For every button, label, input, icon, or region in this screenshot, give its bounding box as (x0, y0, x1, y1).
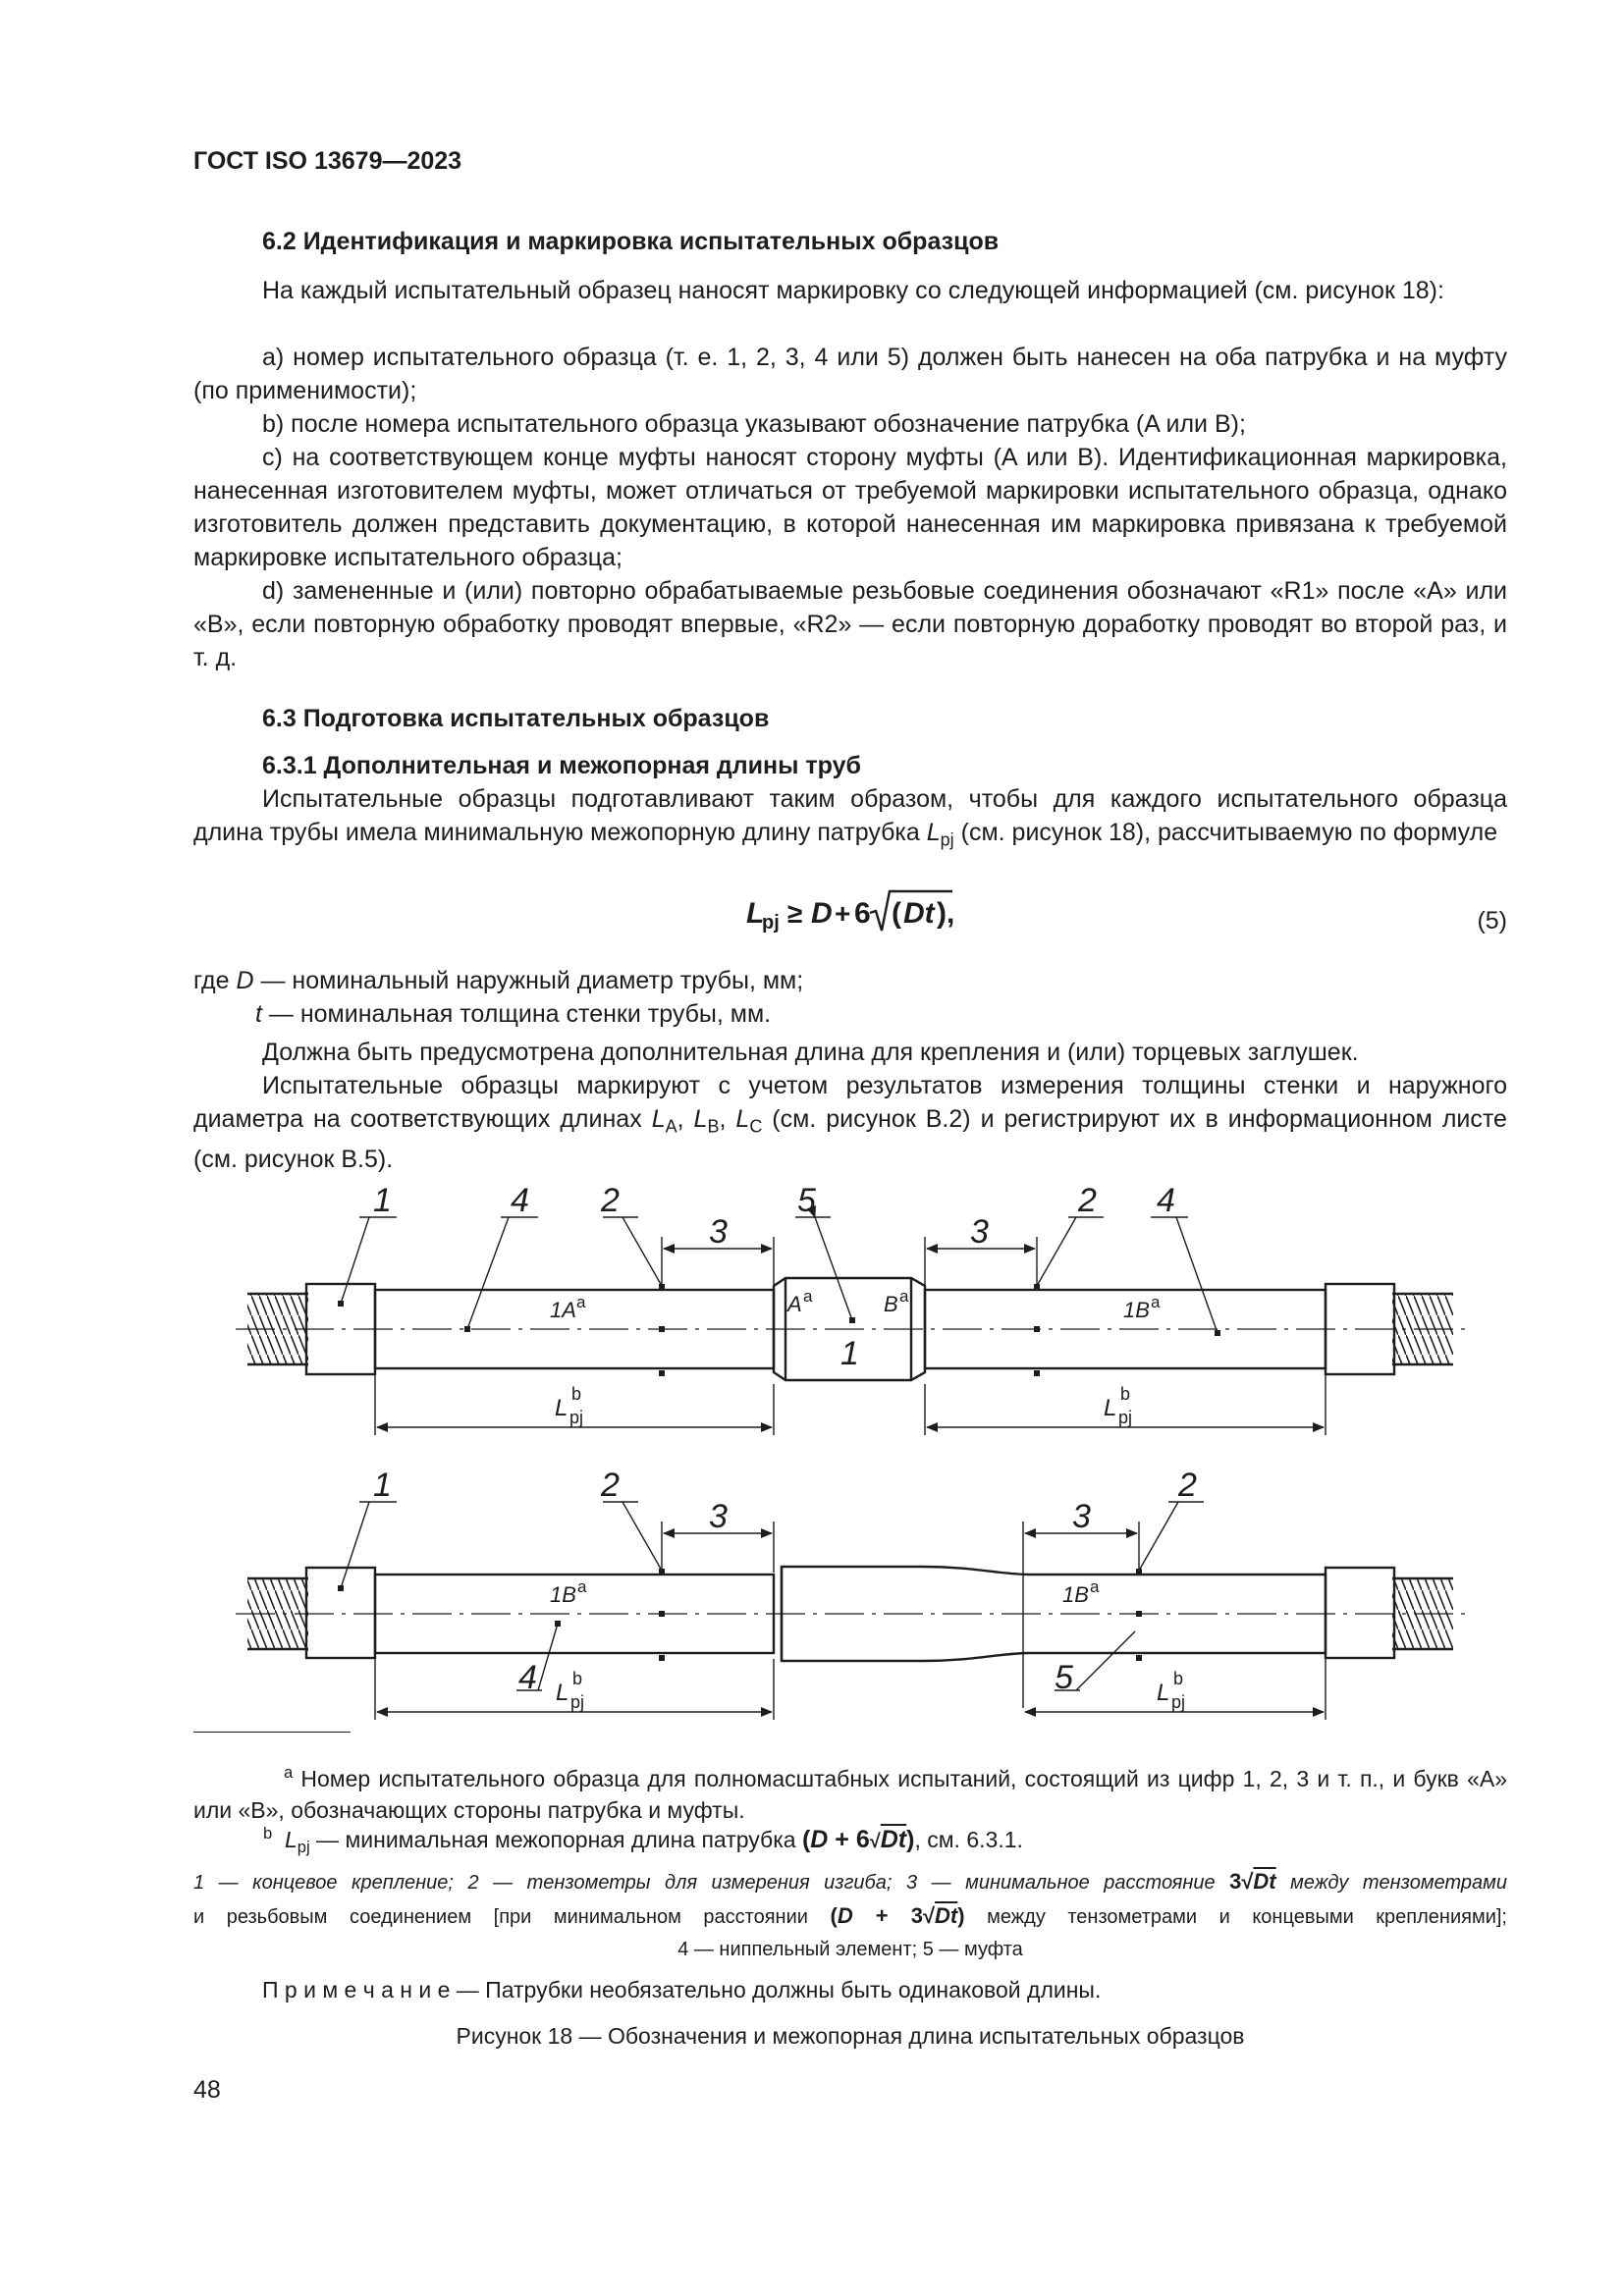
callout-2-top-right: 2 (1078, 1182, 1097, 1219)
lpj-bottom-right: L (1157, 1680, 1170, 1706)
section-6-3-title: 6.3 Подготовка испытательных образцов (262, 705, 770, 732)
svg-text:a: a (803, 1287, 813, 1306)
document-code: ГОСТ ISO 13679—2023 (193, 147, 462, 175)
legend-line-3: 4 — ниппельный элемент; 5 — муфта (677, 1939, 1023, 1960)
legend-line-2: и резьбовым соединением [при минимальном расстоянии (193, 1906, 808, 1928)
bottom-assembly (236, 1502, 1468, 1720)
lpj-top-left: L (555, 1395, 568, 1421)
mark-1B-bottom-right: 1B (1062, 1582, 1089, 1607)
figure-caption: Рисунок 18 — Обозначения и межопорная длина испытательных образцов (456, 2023, 1245, 2049)
callout-2-bottom-right: 2 (1178, 1467, 1197, 1504)
svg-text:b: b (571, 1384, 582, 1404)
svg-text:≥: ≥ (787, 898, 803, 929)
additional-length-paragraph: Должна быть предусмотрена дополнительная длина для крепления и (или) торцевых заглушек. (262, 1039, 1359, 1066)
leader-2-top-right (1037, 1217, 1076, 1286)
footnote-a: $^a$ Номер испытательного образца для полномасштабных испытаний, состоящий из цифр 1, 2, 3 и т. п., и букв «A» или «B», обозначающих стороны патрубка и муфты. (193, 1763, 1507, 1824)
callout-4-top-right: 4 (1157, 1182, 1175, 1219)
mark-1B-bottom-left: 1B (550, 1582, 576, 1607)
mark-B: B (884, 1292, 898, 1316)
svg-text:a: a (1151, 1293, 1161, 1311)
page-number: 48 (193, 2076, 221, 2104)
svg-text:D: D (811, 897, 833, 930)
callout-2-top-left: 2 (601, 1182, 620, 1219)
footnote-separator (193, 1732, 351, 1733)
where-d: где D — номинальный наружный диаметр трубы, мм; (193, 967, 804, 994)
list-item-c: c) на соответствующем конце муфты наносят сторону муфты (A или B). Идентификационная маркировка, нанесенная изготовителем муфты, может отличаться от требуемой маркировки испытательного образца, однако изготовитель должен представить документацию, в которой нанесенная им маркировка привязана к требуемой маркировке испытательного образца; (193, 444, 1507, 571)
section-6-2-intro: На каждый испытательный образец наносят маркировку со следующей информацией (см. рисунок 18): (262, 277, 1444, 304)
leader-4-top-left (467, 1217, 509, 1329)
dim-3-top-left: 3 (709, 1213, 728, 1251)
callout-4-bottom: 4 (518, 1659, 537, 1696)
svg-text:+: + (835, 898, 851, 929)
dim-3-bottom-left: 3 (709, 1498, 728, 1535)
end-fitting-left-bottom (306, 1568, 375, 1658)
svg-text:pj: pj (1118, 1408, 1133, 1427)
svg-text:a: a (1090, 1577, 1100, 1596)
section-6-3-1-paragraph: Испытательные образцы подготавливают таким образом, чтобы для каждого испытательного образца длина трубы имела минимальную межопорную длину патрубка $L_{pj}$ (см. рисунок 18), рассчитываемую по формуле (193, 785, 1507, 850)
legend-line-1: 1 — концевое крепление; 2 — тензометры для измерения изгиба; 3 — минимальное расстояние (193, 1872, 1216, 1894)
formula-5 (736, 883, 982, 942)
leader-4-top-right (1176, 1217, 1218, 1333)
svg-text:a: a (899, 1287, 909, 1306)
mark-1A: 1A (550, 1298, 576, 1322)
callout-4-top-left: 4 (511, 1182, 529, 1219)
svg-text:a: a (576, 1293, 586, 1311)
svg-text:6: 6 (854, 897, 871, 930)
svg-text:pj: pj (762, 912, 780, 934)
footnote-b: $^b$ $L_{pj}$ — минимальная межопорная длина патрубка (D + 6√Dt), см. 6.3.1. (263, 1824, 1023, 1857)
svg-text:(: ( (892, 897, 901, 930)
mark-A: A (787, 1292, 802, 1316)
strain-gauges-bottom (338, 1569, 1142, 1661)
where-t: t — номинальная толщина стенки трубы, мм. (255, 1000, 772, 1028)
dim-3-top-right: 3 (970, 1213, 989, 1251)
svg-text:b: b (572, 1669, 583, 1688)
svg-text:pj: pj (1171, 1692, 1186, 1712)
top-assembly (236, 1217, 1468, 1435)
figure-note: П р и м е ч а н и е — Патрубки необязательно должны быть одинаковой длины. (262, 1977, 1102, 2002)
callout-5-bottom: 5 (1055, 1659, 1073, 1696)
callout-1-bottom: 1 (373, 1467, 392, 1504)
list-item-d: d) замененные и (или) повторно обрабатываемые резьбовые соединения обозначают «R1» после «A» или «B», если повторную обработку проводят впервые, «R2» — если повторную доработку проводят во второй раз, и т. д. (193, 577, 1507, 671)
dim-3-bottom-right: 3 (1072, 1498, 1091, 1535)
leader-5-top (815, 1217, 852, 1320)
svg-text:a: a (577, 1577, 587, 1596)
figure-18-drawing (226, 1173, 1492, 1723)
end-fitting-right-bottom (1326, 1568, 1394, 1658)
section-6-3-1-title: 6.3.1 Дополнительная и межопорная длины труб (262, 752, 861, 779)
svg-text:pj: pj (569, 1408, 584, 1427)
svg-text:),: ), (937, 897, 955, 930)
coupling-number: 1 (840, 1335, 859, 1372)
section-6-2-title: 6.2 Идентификация и маркировка испытательных образцов (262, 228, 1000, 255)
leader-1-top (341, 1217, 369, 1304)
callout-1-top: 1 (373, 1182, 392, 1219)
list-item-a: a) номер испытательного образца (т. е. 1, 2, 3, 4 или 5) должен быть нанесен на оба патрубка и на муфту (по применимости); (193, 344, 1507, 404)
callout-5-top: 5 (797, 1182, 816, 1219)
lpj-top-right: L (1104, 1395, 1117, 1421)
mark-1B-top: 1B (1123, 1298, 1150, 1322)
svg-text:b: b (1173, 1669, 1184, 1688)
svg-text:L: L (746, 897, 765, 930)
leader-2-top-left (623, 1217, 662, 1286)
list-item-b: b) после номера испытательного образца указывают обозначение патрубка (A или B); (262, 410, 1246, 438)
figure-legend: 1 — концевое крепление; 2 — тензометры для измерения изгиба; 3 — минимальное расстояние 3√Dt между тензометрами и резьбовым соединением [при минимальном расстоянии (D + 3√Dt) между тензометрами и концевыми креплениями]; 4 — ниппельный элемент; 5 — муфта (193, 1865, 1507, 1966)
marking-paragraph: Испытательные образцы маркируют с учетом результатов измерения толщины стенки и наружного диаметра на соответствующих длинах $L_A$, $L_B$, $L_C$ (см. рисунок B.2) и регистрируют их в информационном листе (см. рисунок B.5). (193, 1072, 1507, 1174)
svg-text:b: b (1120, 1384, 1131, 1404)
callout-2-bottom-left: 2 (601, 1467, 620, 1504)
svg-text:Dt: Dt (903, 897, 935, 930)
formula-number: (5) (1477, 907, 1507, 934)
strain-gauges-top (338, 1284, 1220, 1376)
lpj-bottom-left: L (556, 1680, 569, 1706)
svg-text:pj: pj (570, 1692, 585, 1712)
